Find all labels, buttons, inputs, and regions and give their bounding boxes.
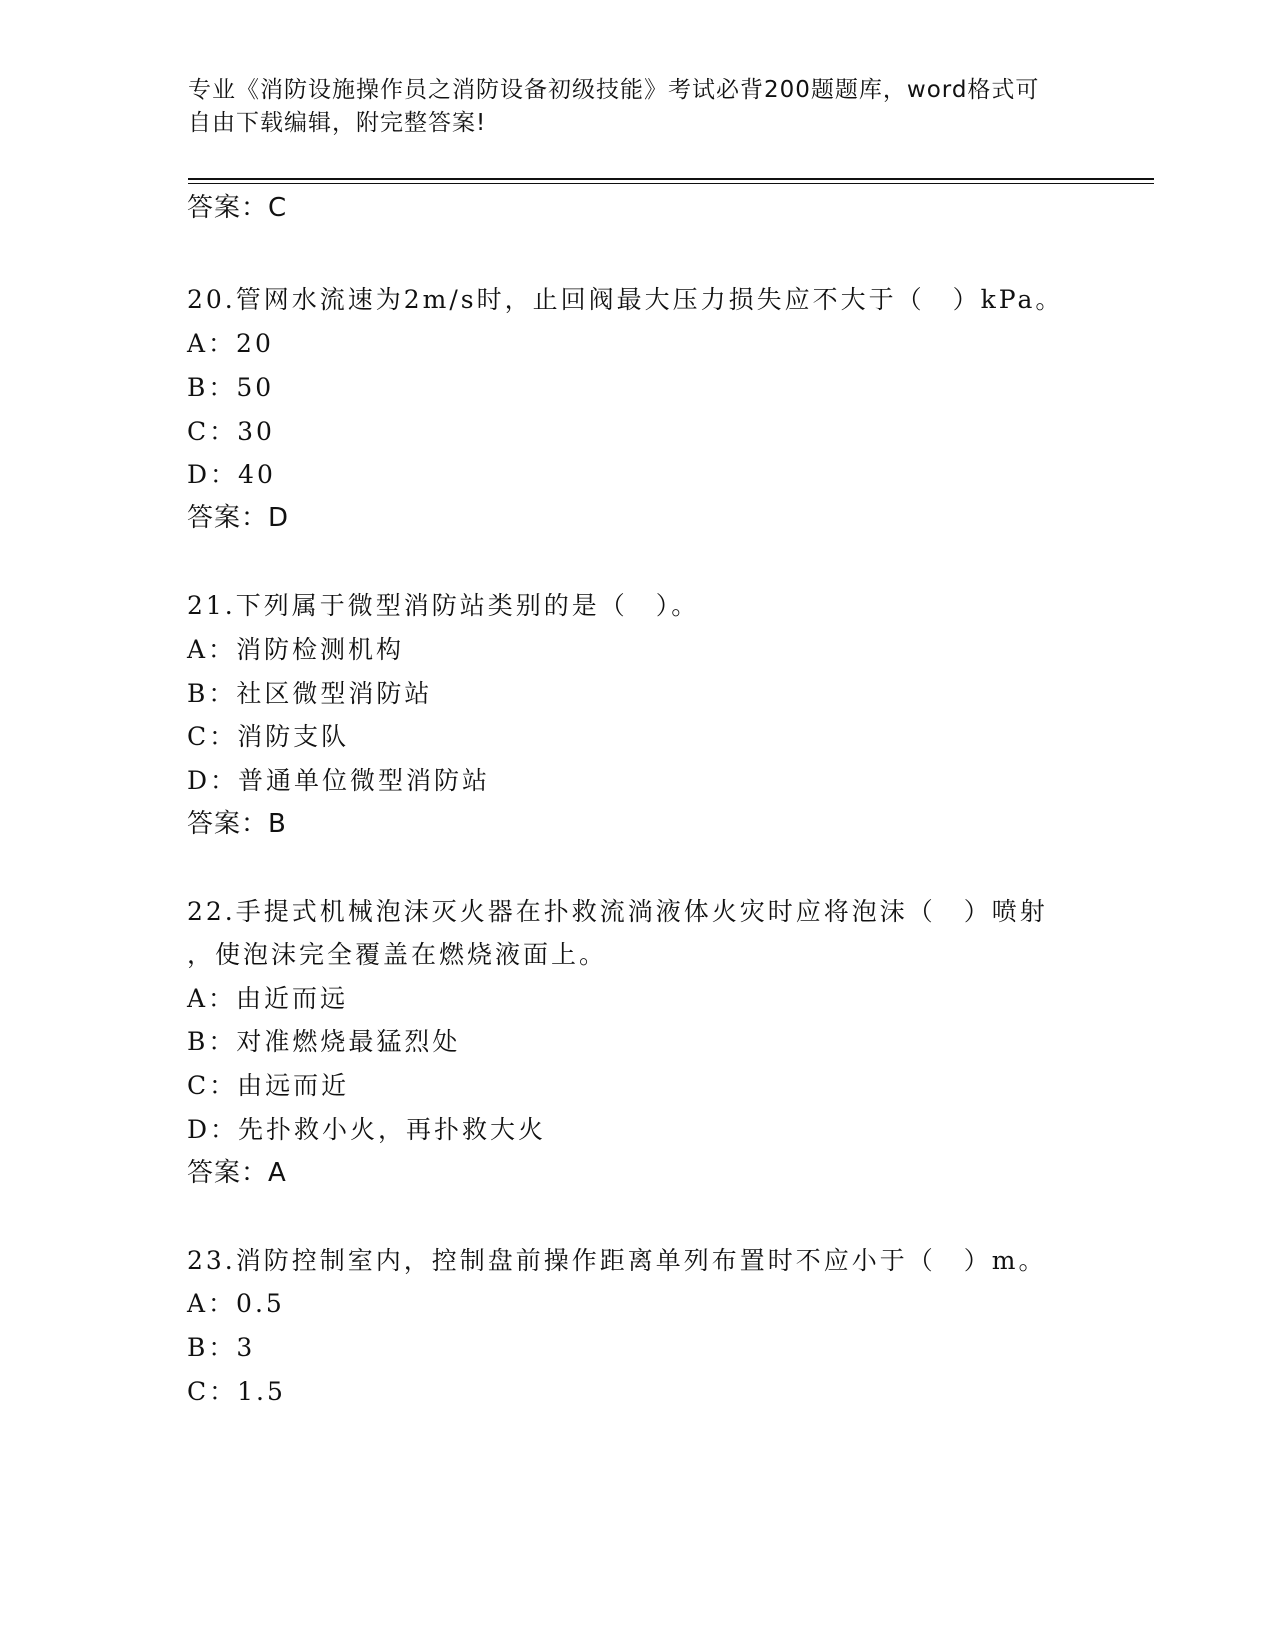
answer-line: 答案：A bbox=[187, 1158, 287, 1188]
option-b: B：对准燃烧最猛烈处 bbox=[187, 1027, 461, 1056]
header-line-1: 专业《消防设施操作员之消防设备初级技能》考试必背200题题库，word格式可 bbox=[188, 77, 1040, 103]
answer-line: 答案：C bbox=[187, 193, 288, 223]
question-stem-continued: ，使泡沫完全覆盖在燃烧液面上。 bbox=[187, 940, 608, 969]
option-b: B：3 bbox=[187, 1333, 256, 1362]
question-stem: 22.手提式机械泡沫灭火器在扑救流淌液体火灾时应将泡沫（ ）喷射 bbox=[187, 897, 1048, 926]
document-header bbox=[188, 74, 1068, 140]
option-b: B：社区微型消防站 bbox=[187, 679, 433, 708]
header-line-2: 自由下载编辑，附完整答案! bbox=[188, 110, 487, 136]
option-a: A：由近而远 bbox=[187, 984, 349, 1013]
option-c: C：30 bbox=[187, 417, 275, 446]
question-stem: 23.消防控制室内，控制盘前操作距离单列布置时不应小于（ ）m。 bbox=[187, 1246, 1047, 1275]
answer-line: 答案：B bbox=[187, 809, 287, 839]
question-stem: 20.管网水流速为2m/s时，止回阀最大压力损失应不大于（ ）kPa。 bbox=[187, 285, 1064, 314]
option-d: D：普通单位微型消防站 bbox=[187, 766, 491, 795]
option-c: C：消防支队 bbox=[187, 722, 350, 751]
option-a: A：20 bbox=[187, 329, 274, 358]
option-c: C：1.5 bbox=[187, 1377, 286, 1406]
option-a: A：消防检测机构 bbox=[187, 635, 405, 664]
answer-line: 答案：D bbox=[187, 503, 290, 533]
header-rule bbox=[188, 183, 1154, 184]
option-b: B：50 bbox=[187, 373, 275, 402]
header-rule bbox=[188, 178, 1154, 180]
option-a: A：0.5 bbox=[187, 1289, 285, 1318]
option-c: C：由远而近 bbox=[187, 1071, 350, 1100]
option-d: D：40 bbox=[187, 460, 276, 489]
question-stem: 21.下列属于微型消防站类别的是（ ）。 bbox=[187, 591, 700, 620]
option-d: D：先扑救小火，再扑救大火 bbox=[187, 1115, 547, 1144]
